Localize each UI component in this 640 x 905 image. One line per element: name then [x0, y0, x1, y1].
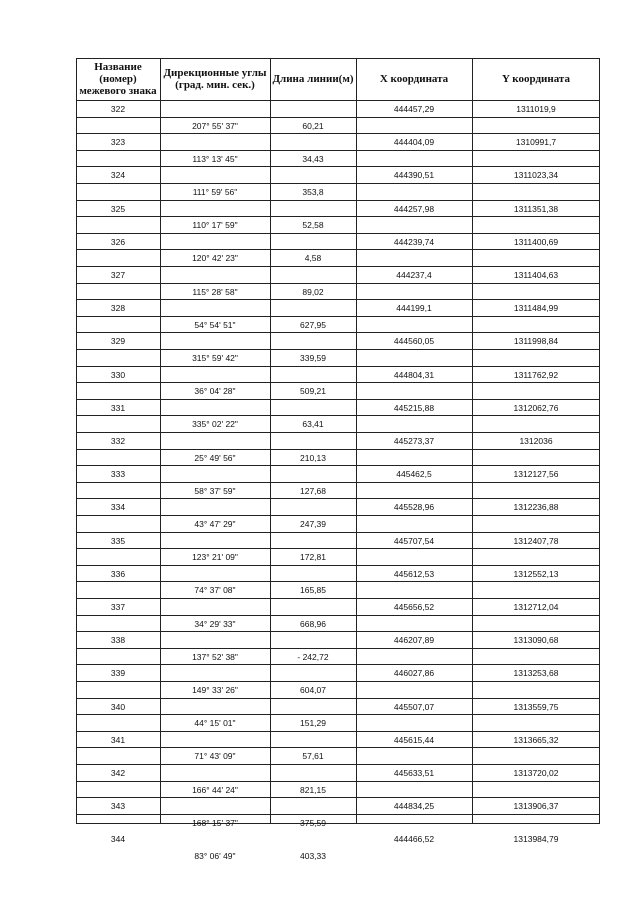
table-horizontal-rule [76, 299, 600, 300]
table-vertical-rule [160, 58, 161, 824]
table-horizontal-rule [76, 664, 600, 665]
header-length: Длина линии(м) [272, 73, 354, 85]
x-coordinate: 445462,5 [396, 469, 432, 480]
line-length: 247,39 [300, 519, 326, 529]
direction-angle: 166° 44' 24" [192, 784, 238, 795]
direction-angle: 168° 15' 37" [192, 817, 238, 828]
table-horizontal-rule [76, 449, 600, 450]
header-angle: Дирекционные углы (град. мин. сек.) [163, 67, 267, 91]
direction-angle: 74° 37' 08" [194, 585, 236, 596]
table-horizontal-rule [76, 532, 600, 533]
y-coordinate: 1313906,37 [513, 801, 559, 812]
point-name: 344 [110, 834, 126, 845]
point-name: 338 [110, 635, 126, 646]
line-length: 627,95 [300, 319, 326, 330]
table-horizontal-rule [76, 731, 600, 732]
point-name: 339 [110, 668, 126, 679]
table-horizontal-rule [76, 100, 600, 101]
table-horizontal-rule [76, 565, 600, 566]
line-length: 375,59 [300, 817, 326, 828]
line-length: 668,96 [300, 618, 326, 629]
table-horizontal-rule [76, 432, 600, 433]
y-coordinate: 1311998,84 [513, 336, 559, 347]
y-coordinate: 1313090,68 [513, 635, 559, 646]
x-coordinate: 444834,25 [393, 801, 435, 812]
point-name: 333 [110, 469, 126, 480]
table-horizontal-rule [76, 316, 600, 317]
line-length: 210,13 [300, 452, 326, 463]
direction-angle: 335° 02' 22" [192, 419, 238, 430]
direction-angle: 149° 33' 26" [192, 685, 238, 695]
x-coordinate: 444239,74 [393, 236, 435, 247]
table-horizontal-rule [76, 764, 600, 765]
y-coordinate: 1313253,68 [513, 668, 559, 679]
y-coordinate: 1311484,99 [513, 303, 559, 314]
direction-angle: 44° 15' 01" [194, 718, 236, 729]
direction-angle: 207° 55' 37" [192, 120, 238, 131]
point-name: 327 [110, 270, 126, 280]
table-horizontal-rule [76, 399, 600, 400]
x-coordinate: 444404,09 [393, 137, 435, 148]
x-coordinate: 444804,31 [393, 369, 435, 380]
direction-angle: 120° 42' 23" [192, 253, 238, 264]
table-horizontal-rule [76, 814, 600, 815]
table-horizontal-rule [76, 58, 600, 59]
table-horizontal-rule [76, 415, 600, 416]
x-coordinate: 445615,44 [393, 734, 435, 745]
direction-angle: 43° 47' 29" [194, 519, 236, 529]
table-horizontal-rule [76, 382, 600, 383]
direction-angle: 123° 21' 09" [192, 552, 238, 563]
x-coordinate: 444237,4 [396, 270, 432, 280]
point-name: 326 [110, 236, 126, 247]
point-name: 332 [110, 436, 126, 446]
line-length: 165,85 [300, 585, 326, 596]
table-horizontal-rule [76, 797, 600, 798]
table-horizontal-rule [76, 681, 600, 682]
direction-angle: 71° 43' 09" [194, 751, 236, 762]
line-length: 57,61 [302, 751, 324, 762]
y-coordinate: 1312127,56 [513, 469, 559, 480]
y-coordinate: 1311019,9 [516, 104, 556, 114]
point-name: 323 [110, 137, 126, 148]
direction-angle: 58° 37' 59" [194, 485, 236, 496]
line-length: 89,02 [302, 286, 324, 297]
line-length: 34,43 [302, 153, 324, 164]
direction-angle: 111° 59' 56" [192, 187, 238, 197]
line-length: 403,33 [300, 851, 326, 861]
x-coordinate: 445273,37 [393, 436, 435, 446]
table-horizontal-rule [76, 150, 600, 151]
x-coordinate: 444457,29 [393, 104, 435, 114]
x-coordinate: 446207,89 [393, 635, 435, 646]
table-horizontal-rule [76, 515, 600, 516]
table-horizontal-rule [76, 581, 600, 582]
line-length: 353,8 [302, 187, 324, 197]
table-horizontal-rule [76, 166, 600, 167]
line-length: 127,68 [300, 485, 326, 496]
direction-angle: 83° 06' 49" [194, 851, 236, 861]
table-horizontal-rule [76, 747, 600, 748]
point-name: 334 [110, 502, 126, 513]
table-horizontal-rule [76, 598, 600, 599]
direction-angle: 137° 52' 38" [192, 651, 238, 662]
coordinates-table [76, 58, 600, 861]
y-coordinate: 1312036 [519, 436, 553, 446]
y-coordinate: 1311404,63 [513, 270, 559, 280]
point-name: 324 [110, 170, 126, 181]
x-coordinate: 444199,1 [396, 303, 432, 314]
table-horizontal-rule [76, 183, 600, 184]
table-horizontal-rule [76, 133, 600, 134]
y-coordinate: 1311023,34 [513, 170, 559, 181]
table-horizontal-rule [76, 648, 600, 649]
table-horizontal-rule [76, 200, 600, 201]
x-coordinate: 445656,52 [393, 602, 435, 612]
y-coordinate: 1312552,13 [513, 568, 559, 579]
table-horizontal-rule [76, 117, 600, 118]
y-coordinate: 1311400,69 [513, 236, 559, 247]
x-coordinate: 444466,52 [393, 834, 435, 845]
line-length: 4,58 [304, 253, 322, 264]
point-name: 341 [110, 734, 126, 745]
line-length: 151,29 [300, 718, 326, 729]
point-name: 330 [110, 369, 126, 380]
table-horizontal-rule [76, 216, 600, 217]
table-horizontal-rule [76, 498, 600, 499]
direction-angle: 110° 17' 59" [192, 220, 238, 231]
x-coordinate: 445612,53 [393, 568, 435, 579]
point-name: 336 [110, 568, 126, 579]
point-name: 329 [110, 336, 126, 347]
point-name: 331 [110, 402, 126, 413]
direction-angle: 315° 59' 42" [192, 353, 238, 363]
x-coordinate: 444257,98 [393, 203, 435, 214]
point-name: 325 [110, 203, 126, 214]
table-horizontal-rule [76, 781, 600, 782]
point-name: 340 [110, 701, 126, 712]
line-length: 52,58 [302, 220, 324, 231]
x-coordinate: 445215,88 [393, 402, 435, 413]
table-horizontal-rule [76, 366, 600, 367]
y-coordinate: 1312712,04 [513, 602, 559, 612]
line-length: 172,81 [300, 552, 326, 563]
table-horizontal-rule [76, 332, 600, 333]
point-name: 342 [110, 768, 126, 778]
y-coordinate: 1313720,02 [513, 768, 559, 778]
point-name: 322 [110, 104, 126, 114]
x-coordinate: 445633,51 [393, 768, 435, 778]
header-name: Название (номер) межевого знака [79, 61, 157, 97]
y-coordinate: 1313559,75 [513, 701, 559, 712]
table-horizontal-rule [76, 548, 600, 549]
x-coordinate: 444560,05 [393, 336, 435, 347]
line-length: 63,41 [302, 419, 324, 430]
point-name: 343 [110, 801, 126, 812]
line-length: - 242,72 [297, 651, 329, 662]
point-name: 335 [110, 535, 126, 546]
y-coordinate: 1312062,76 [513, 402, 559, 413]
direction-angle: 25° 49' 56" [194, 452, 236, 463]
table-horizontal-rule [76, 465, 600, 466]
y-coordinate: 1311762,92 [513, 369, 559, 380]
table-horizontal-rule [76, 714, 600, 715]
line-length: 604,07 [300, 685, 326, 695]
direction-angle: 36° 04' 28" [194, 386, 236, 397]
x-coordinate: 445507,07 [393, 701, 435, 712]
x-coordinate: 445707,54 [393, 535, 435, 546]
line-length: 821,15 [300, 784, 326, 795]
table-horizontal-rule [76, 233, 600, 234]
line-length: 339,59 [300, 353, 326, 363]
header-y: Y координата [502, 73, 570, 85]
point-name: 328 [110, 303, 126, 314]
table-horizontal-rule [76, 615, 600, 616]
table-horizontal-rule [76, 482, 600, 483]
x-coordinate: 444390,51 [393, 170, 435, 181]
x-coordinate: 446027,86 [393, 668, 435, 679]
y-coordinate: 1310991,7 [515, 137, 557, 148]
line-length: 60,21 [302, 120, 324, 131]
x-coordinate: 445528,96 [393, 502, 435, 513]
y-coordinate: 1313984,79 [513, 834, 559, 845]
y-coordinate: 1312236,88 [513, 502, 559, 513]
table-horizontal-rule [76, 349, 600, 350]
direction-angle: 115° 28' 58" [192, 286, 238, 297]
table-horizontal-rule [76, 249, 600, 250]
table-vertical-rule [270, 58, 271, 824]
direction-angle: 54° 54' 51" [194, 319, 236, 330]
header-x: X координата [379, 73, 449, 85]
table-horizontal-rule [76, 283, 600, 284]
table-horizontal-rule [76, 698, 600, 699]
y-coordinate: 1312407,78 [513, 535, 559, 546]
direction-angle: 113° 13' 45" [192, 153, 238, 164]
line-length: 509,21 [300, 386, 326, 397]
y-coordinate: 1313665,32 [513, 734, 559, 745]
table-horizontal-rule [76, 266, 600, 267]
table-horizontal-rule [76, 631, 600, 632]
direction-angle: 34° 29' 33" [194, 618, 236, 629]
point-name: 337 [110, 602, 126, 612]
y-coordinate: 1311351,38 [513, 203, 559, 214]
